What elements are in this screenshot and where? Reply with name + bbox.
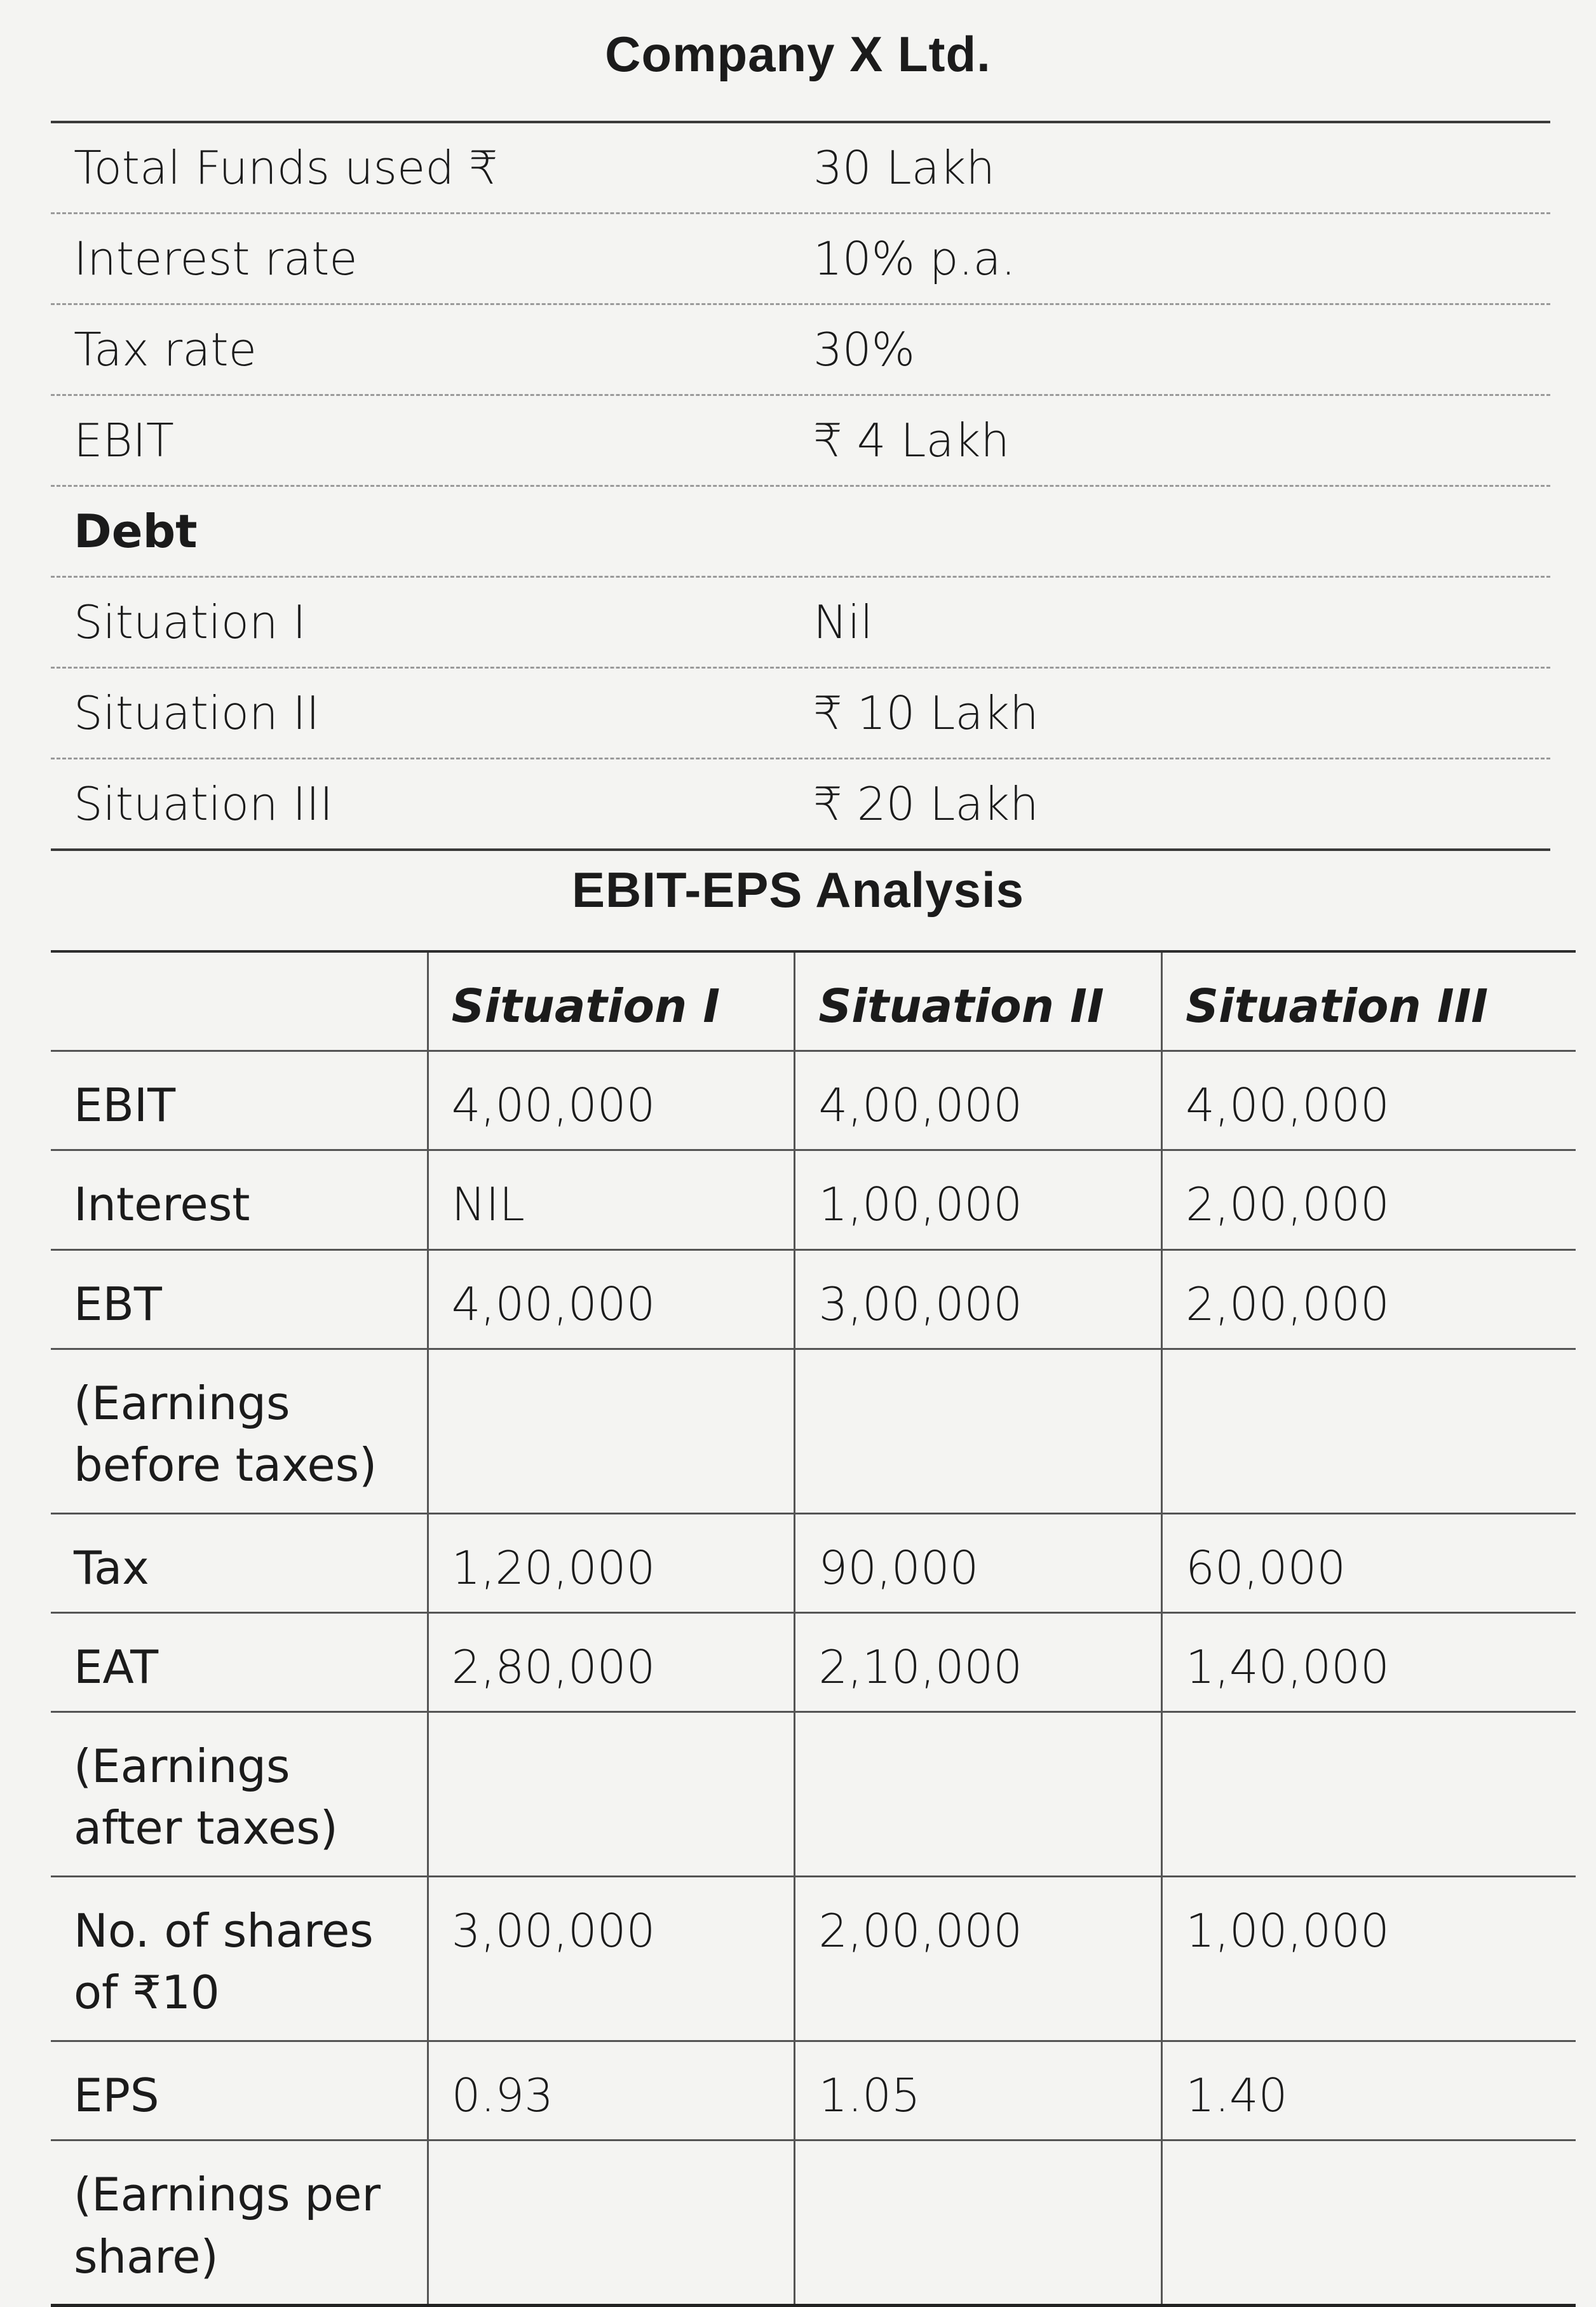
cell-value: [428, 2140, 795, 2306]
inputs-value: 30 Lakh: [813, 141, 996, 194]
inputs-row: [51, 669, 1550, 759]
table-row: [51, 1612, 1576, 1712]
table-row: [51, 1150, 1576, 1249]
cell-value: 2,80,000: [428, 1612, 795, 1712]
inputs-value: 10% p.a.: [813, 232, 1016, 285]
cell-value: 3,00,000: [795, 1249, 1162, 1349]
row-label: (Earnings before taxes): [51, 1349, 428, 1513]
inputs-label: Situation II: [74, 686, 320, 740]
inputs-row: [51, 759, 1550, 851]
table-row: [51, 2041, 1576, 2140]
cell-value: NIL: [428, 1150, 795, 1249]
inputs-label: EBIT: [74, 414, 174, 467]
cell-value: 1,20,000: [428, 1513, 795, 1612]
row-label: EBT: [51, 1249, 428, 1349]
row-label: (Earnings after taxes): [51, 1712, 428, 1877]
inputs-label: Situation III: [74, 777, 334, 831]
inputs-label: Interest rate: [74, 232, 358, 285]
header-blank: [51, 951, 428, 1051]
inputs-value: ₹ 10 Lakh: [813, 686, 1039, 740]
inputs-row: [51, 487, 1550, 578]
table-row: [51, 1051, 1576, 1150]
row-label: Interest: [51, 1150, 428, 1249]
ebit-eps-table: [51, 950, 1576, 2307]
inputs-row: [51, 396, 1550, 487]
cell-value: 1,00,000: [1162, 1877, 1576, 2041]
company-title: Company X Ltd.: [605, 26, 991, 82]
inputs-value: ₹ 4 Lakh: [813, 414, 1010, 467]
cell-value: 4,00,000: [428, 1051, 795, 1150]
inputs-value: 30%: [813, 323, 916, 376]
table-row: [51, 1712, 1576, 1877]
cell-value: 2,10,000: [795, 1612, 1162, 1712]
cell-value: [428, 1712, 795, 1877]
inputs-value: ₹ 20 Lakh: [813, 777, 1039, 831]
analysis-title: EBIT-EPS Analysis: [571, 862, 1025, 918]
cell-value: [795, 1712, 1162, 1877]
inputs-row: [51, 214, 1550, 305]
cell-value: [1162, 1712, 1576, 1877]
cell-value: [795, 1349, 1162, 1513]
cell-value: 2,00,000: [795, 1877, 1162, 2041]
cell-value: 4,00,000: [428, 1249, 795, 1349]
row-label: No. of shares of ₹10: [51, 1877, 428, 2041]
cell-value: 90,000: [795, 1513, 1162, 1612]
header-situation-3: Situation III: [1162, 951, 1576, 1051]
cell-value: [1162, 2140, 1576, 2306]
table-row: [51, 1249, 1576, 1349]
inputs-table: [51, 121, 1550, 851]
inputs-row: [51, 578, 1550, 669]
cell-value: 4,00,000: [1162, 1051, 1576, 1150]
table-row: [51, 1513, 1576, 1612]
table-row: [51, 1349, 1576, 1513]
inputs-label: Total Funds used ₹: [74, 141, 498, 194]
inputs-row: [51, 305, 1550, 396]
cell-value: 4,00,000: [795, 1051, 1162, 1150]
inputs-label: Situation I: [74, 595, 306, 649]
cell-value: 2,00,000: [1162, 1150, 1576, 1249]
cell-value: 1.40: [1162, 2041, 1576, 2140]
row-label: EBIT: [51, 1051, 428, 1150]
cell-value: [795, 2140, 1162, 2306]
cell-value: 1,40,000: [1162, 1612, 1576, 1712]
inputs-value: Nil: [813, 595, 873, 649]
table-row: [51, 1877, 1576, 2041]
row-label: EPS: [51, 2041, 428, 2140]
row-label: Tax: [51, 1513, 428, 1612]
cell-value: 3,00,000: [428, 1877, 795, 2041]
cell-value: [1162, 1349, 1576, 1513]
cell-value: 2,00,000: [1162, 1249, 1576, 1349]
inputs-row: [51, 123, 1550, 214]
header-situation-2: Situation II: [795, 951, 1162, 1051]
cell-value: 0.93: [428, 2041, 795, 2140]
cell-value: 60,000: [1162, 1513, 1576, 1612]
cell-value: 1,00,000: [795, 1150, 1162, 1249]
row-label: (Earnings per share): [51, 2140, 428, 2306]
inputs-label: Tax rate: [74, 323, 257, 376]
table-header-row: [51, 951, 1576, 1051]
header-situation-1: Situation I: [428, 951, 795, 1051]
cell-value: [428, 1349, 795, 1513]
table-row: [51, 2140, 1576, 2306]
debt-heading: Debt: [74, 505, 198, 558]
row-label: EAT: [51, 1612, 428, 1712]
cell-value: 1.05: [795, 2041, 1162, 2140]
